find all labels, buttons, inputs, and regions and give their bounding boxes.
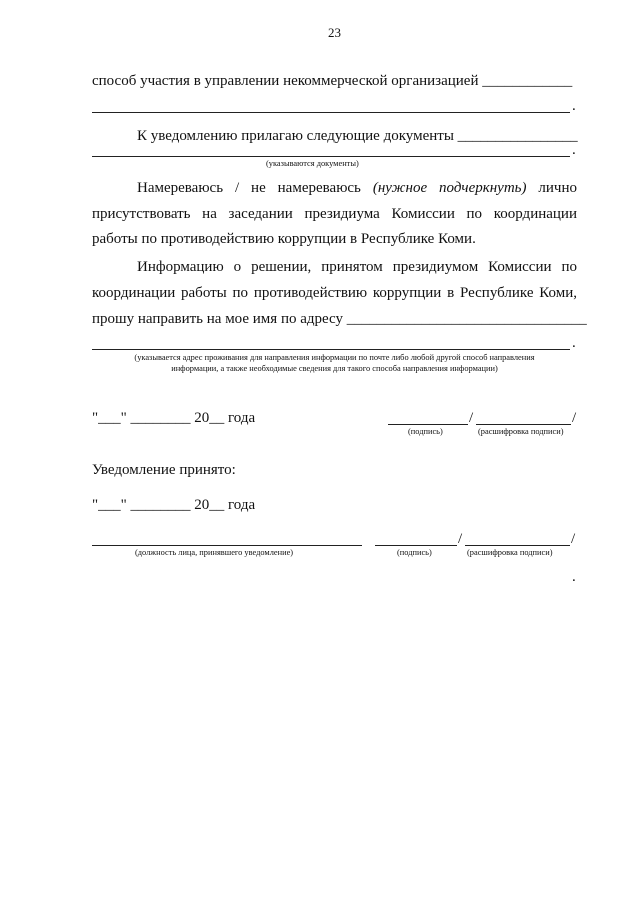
para2-line2-end: . — [572, 142, 576, 158]
address-caption-1: (указывается адрес проживания для направления информации по почте либо любой другой способ направления — [134, 353, 535, 362]
para2-fill-line — [92, 156, 570, 157]
trailing-mark: . — [572, 569, 576, 585]
accepted-decoding-caption: (расшифровка подписи) — [467, 548, 553, 557]
sign1-decoding-line — [476, 424, 571, 425]
para3-line1: Намереваюсь / не намереваюсь (нужное подчеркнуть) лично — [137, 180, 578, 196]
para1-line2-end: . — [572, 98, 576, 114]
page-number: 23 — [328, 25, 341, 40]
sign1-date: "___" ________ 20__ года — [92, 410, 256, 426]
sign1-slash2: / — [572, 410, 577, 426]
accepted-slash2: / — [571, 531, 576, 547]
para4-line2: координации работы по противодействию коррупции в Республике Коми, — [92, 285, 577, 301]
para1-fill-line — [92, 112, 570, 113]
para4-line3: прошу направить на мое имя по адресу ________________________________ — [92, 311, 587, 327]
para3-line3: работы по противодействию коррупции в Республике Коми. — [92, 231, 476, 247]
para4-line4-end: . — [572, 335, 576, 351]
sign1-slash1: / — [469, 410, 474, 426]
para1-line1: способ участия в управлении некоммерческой организацией ____________ — [92, 73, 573, 89]
accepted-title: Уведомление принято: — [92, 462, 236, 478]
documents-caption: (указываются документы) — [266, 159, 359, 168]
para2-line1: К уведомлению прилагаю следующие документы ________________ — [137, 128, 578, 144]
address-fill-line — [92, 349, 570, 350]
para4-line1: Информацию о решении, принятом президиумом Комиссии по — [137, 259, 577, 275]
position-line — [92, 545, 362, 546]
address-caption-2: информации, а также необходимые сведения для такого способа направления информации) — [171, 364, 498, 373]
sign1-signature-caption: (подпись) — [408, 427, 443, 436]
accepted-slash1: / — [458, 531, 463, 547]
accepted-signature-caption: (подпись) — [397, 548, 432, 557]
position-caption: (должность лица, принявшего уведомление) — [135, 548, 294, 557]
accepted-decoding-line — [465, 545, 570, 546]
sign1-decoding-caption: (расшифровка подписи) — [478, 427, 564, 436]
para3-line2: присутствовать на заседании президиума Комиссии по координации — [92, 206, 577, 222]
accepted-signature-line — [375, 545, 457, 546]
accepted-date: "___" ________ 20__ года — [92, 497, 256, 513]
sign1-signature-line — [388, 424, 468, 425]
